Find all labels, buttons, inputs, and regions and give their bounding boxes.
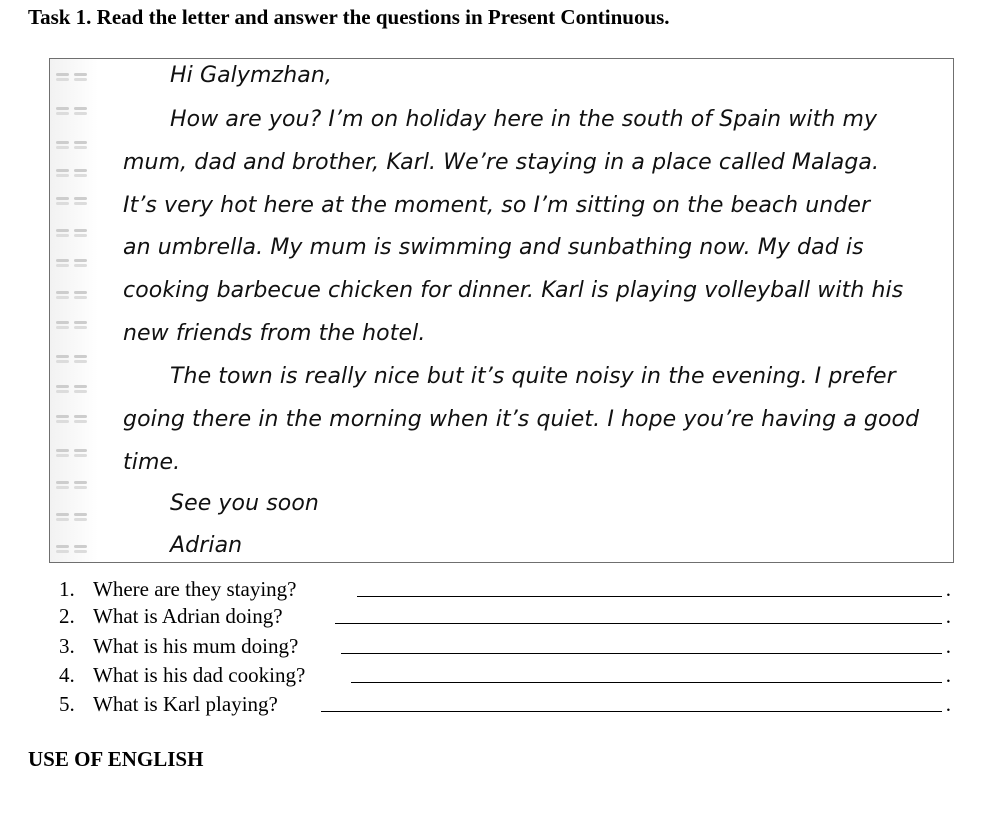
letter-closing: See you soon (170, 491, 319, 516)
letter-signature: Adrian (170, 533, 243, 558)
letter-line: going there in the morning when it’s quiet. I hope you’re having a good (123, 407, 920, 432)
question-number: 2. (59, 604, 75, 628)
question-number: 1. (59, 577, 75, 601)
question-text: What is Adrian doing? (93, 604, 283, 628)
question-number: 4. (59, 663, 75, 687)
question-text: Where are they staying? (93, 577, 297, 601)
question-text: What is his dad cooking? (93, 663, 306, 687)
letter-line: new friends from the hotel. (123, 321, 426, 346)
answer-blank[interactable] (351, 661, 942, 683)
letter-line: The town is really nice but it’s quite noisy in the evening. I prefer (170, 364, 896, 389)
question-item (59, 575, 954, 604)
question-text: What is his mum doing? (93, 634, 299, 658)
answer-end-period: . (945, 577, 951, 601)
answer-end-period: . (945, 692, 951, 716)
task-title: Task 1. Read the letter and answer the questions in Present Continuous. (28, 5, 670, 29)
question-number: 5. (59, 692, 75, 716)
question-text: What is Karl playing? (93, 692, 278, 716)
letter-line: an umbrella. My mum is swimming and sunbathing now. My dad is (123, 235, 864, 260)
answer-end-period: . (945, 634, 951, 658)
question-number: 3. (59, 634, 75, 658)
answer-end-period: . (945, 604, 951, 628)
answer-blank[interactable] (321, 690, 942, 712)
letter-greeting: Hi Galymzhan, (170, 63, 332, 88)
letter-line: time. (123, 450, 181, 475)
question-item (59, 602, 954, 631)
letter-box (49, 58, 954, 563)
answer-blank[interactable] (341, 632, 942, 654)
answer-end-period: . (945, 663, 951, 687)
letter-text (50, 59, 953, 562)
letter-line: mum, dad and brother, Karl. We’re staying in a place called Malaga. (123, 150, 880, 175)
question-item (59, 690, 954, 719)
letter-line: It’s very hot here at the moment, so I’m sitting on the beach under (123, 193, 871, 218)
question-item (59, 661, 954, 690)
answer-blank[interactable] (335, 602, 942, 624)
section-heading: USE OF ENGLISH (28, 747, 204, 771)
question-item (59, 632, 954, 661)
answer-blank[interactable] (357, 575, 942, 597)
letter-line: cooking barbecue chicken for dinner. Karl is playing volleyball with his (123, 278, 904, 303)
letter-line: How are you? I’m on holiday here in the south of Spain with my (170, 107, 878, 132)
